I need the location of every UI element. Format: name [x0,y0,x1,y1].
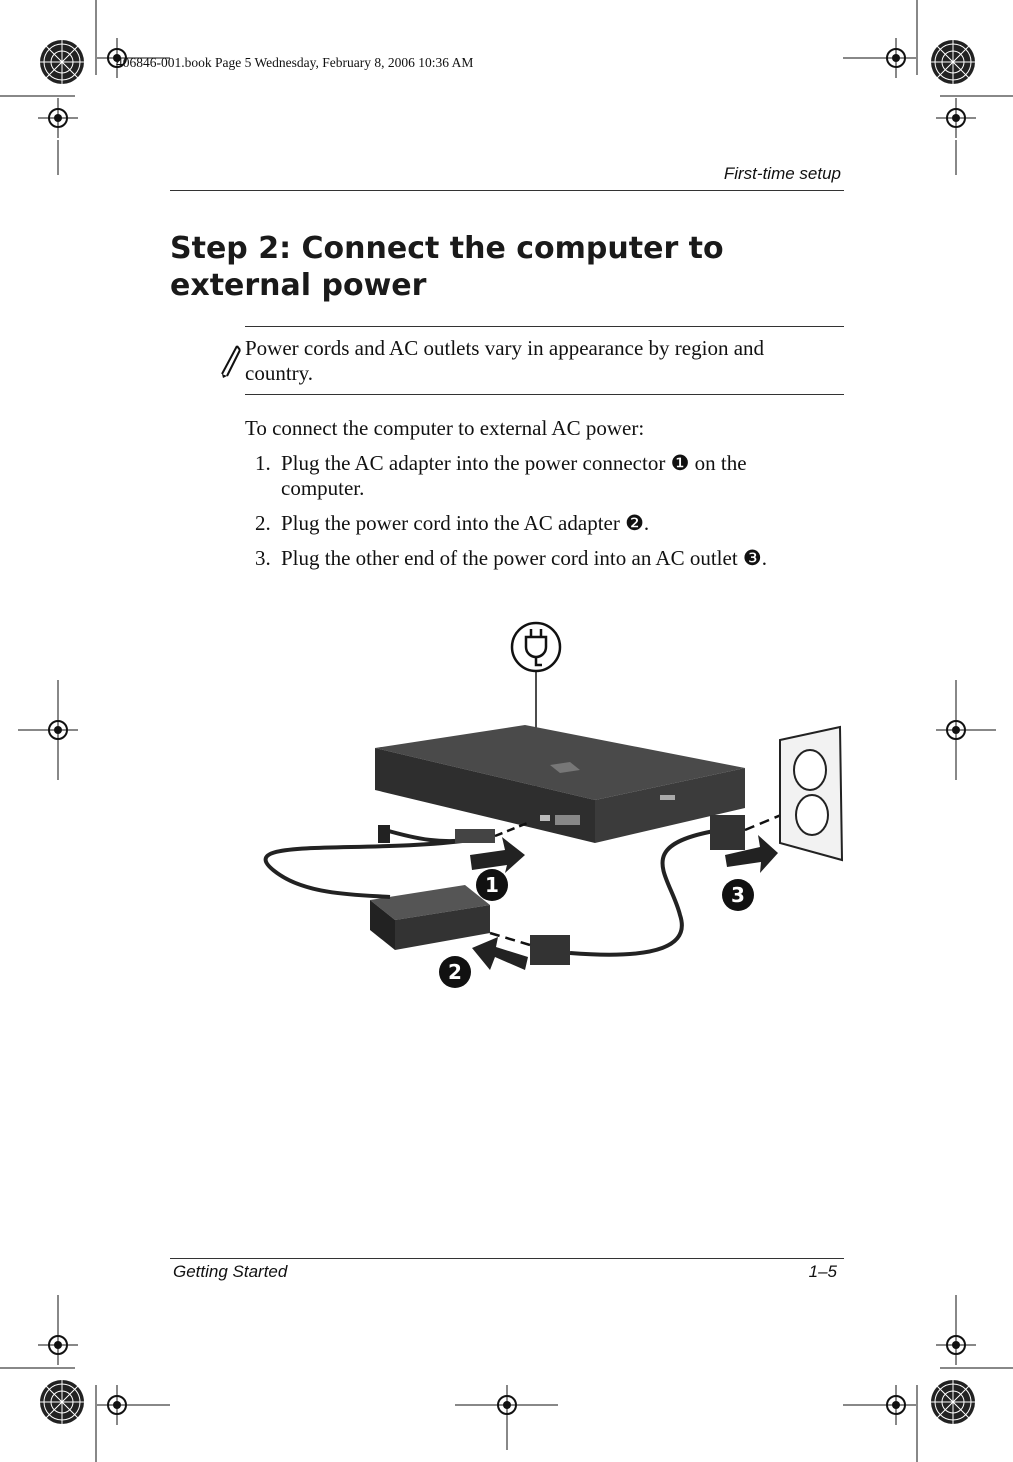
callout-1-label: 1 [485,873,499,897]
laptop-image [375,725,745,843]
steps-list [255,451,835,581]
arrow-2-icon [472,937,528,970]
print-info-line: 406846-001.book Page 5 Wednesday, February 8, 2006 10:36 AM [116,55,474,70]
page-number: 1–5 [808,1262,837,1281]
pencil-note-icon [219,338,241,378]
callout-3-icon [722,879,754,911]
callout-3-label: 3 [731,883,745,907]
list-item [255,451,835,501]
step-text: Plug the AC adapter into the power connector ❶ on the computer. [281,451,747,500]
footer-rule [170,1258,844,1259]
step-number: 2. [255,511,271,535]
callout-2-label: 2 [448,960,462,984]
step-text: Plug the other end of the power cord into an AC outlet ❸. [281,546,767,570]
note-bottom-rule [245,394,844,395]
ac-adapter-image [370,885,490,950]
page-title: Step 2: Connect the computer to external power [170,231,724,303]
intro-text: To connect the computer to external AC power: [245,416,645,440]
step-text: Plug the power cord into the AC adapter ❷. [281,511,650,535]
note-top-rule [245,326,844,327]
list-item [255,511,835,536]
power-connection-illustration [240,615,850,995]
list-item [255,546,835,571]
wall-outlet-image [780,727,842,860]
callout-2-icon [439,956,471,988]
footer-left: Getting Started [173,1262,288,1281]
callout-1-icon [476,869,508,901]
step-number: 1. [255,451,271,475]
header-rule [170,190,844,191]
note-text: Power cords and AC outlets vary in appearance by region and country. [245,336,765,385]
running-header: First-time setup [723,164,841,183]
step-number: 3. [255,546,271,570]
